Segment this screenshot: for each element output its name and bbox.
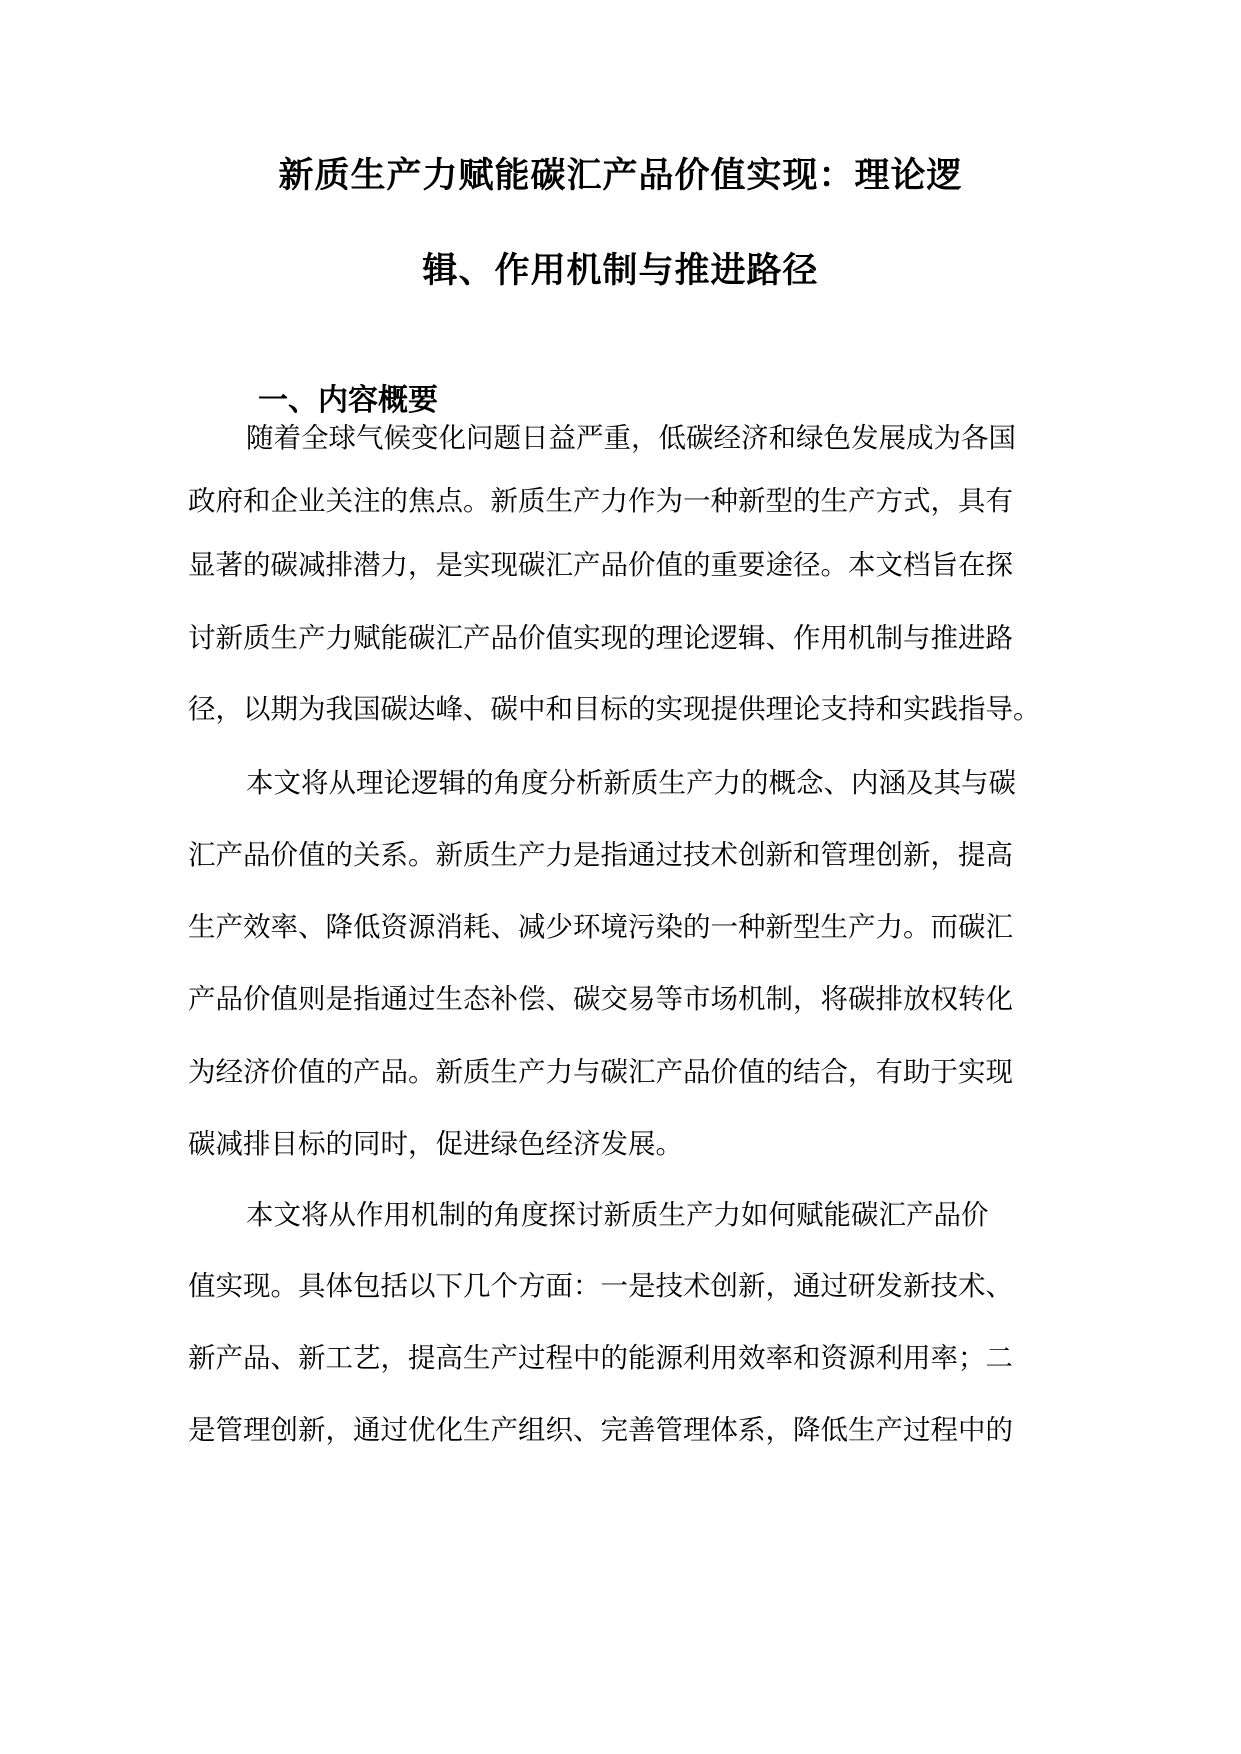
text-line: 政府和企业关注的焦点。新质生产力作为一种新型的生产方式，具有 xyxy=(188,485,1013,517)
text-line: 汇产品价值的关系。新质生产力是指通过技术创新和管理创新，提高 xyxy=(188,839,1013,871)
section-heading: 一、内容概要 xyxy=(258,383,438,418)
text-line: 显著的碳减排潜力，是实现碳汇产品价值的重要途径。本文档旨在探 xyxy=(188,549,1013,581)
text-line: 本文将从作用机制的角度探讨新质生产力如何赋能碳汇产品价 xyxy=(246,1199,989,1231)
text-line: 随着全球气候变化问题日益严重，低碳经济和绿色发展成为各国 xyxy=(246,422,1016,454)
document-title-line-2: 辑、作用机制与推进路径 xyxy=(422,251,819,291)
text-line: 径，以期为我国碳达峰、碳中和目标的实现提供理论支持和实践指导。 xyxy=(188,693,1041,725)
text-line: 碳减排目标的同时，促进绿色经济发展。 xyxy=(188,1128,683,1160)
text-line: 值实现。具体包括以下几个方面：一是技术创新，通过研发新技术、 xyxy=(188,1270,1013,1302)
text-line: 讨新质生产力赋能碳汇产品价值实现的理论逻辑、作用机制与推进路 xyxy=(188,622,1013,654)
text-line: 产品价值则是指通过生态补偿、碳交易等市场机制，将碳排放权转化 xyxy=(188,983,1013,1015)
text-line: 是管理创新，通过优化生产组织、完善管理体系，降低生产过程中的 xyxy=(188,1414,1013,1446)
text-line: 生产效率、降低资源消耗、减少环境污染的一种新型生产力。而碳汇 xyxy=(188,911,1013,943)
text-line: 本文将从理论逻辑的角度分析新质生产力的概念、内涵及其与碳 xyxy=(246,767,1016,799)
text-line: 新产品、新工艺，提高生产过程中的能源利用效率和资源利用率；二 xyxy=(188,1342,1013,1374)
text-line: 为经济价值的产品。新质生产力与碳汇产品价值的结合，有助于实现 xyxy=(188,1056,1013,1088)
document-title-line-1: 新质生产力赋能碳汇产品价值实现：理论逻 xyxy=(278,156,963,196)
